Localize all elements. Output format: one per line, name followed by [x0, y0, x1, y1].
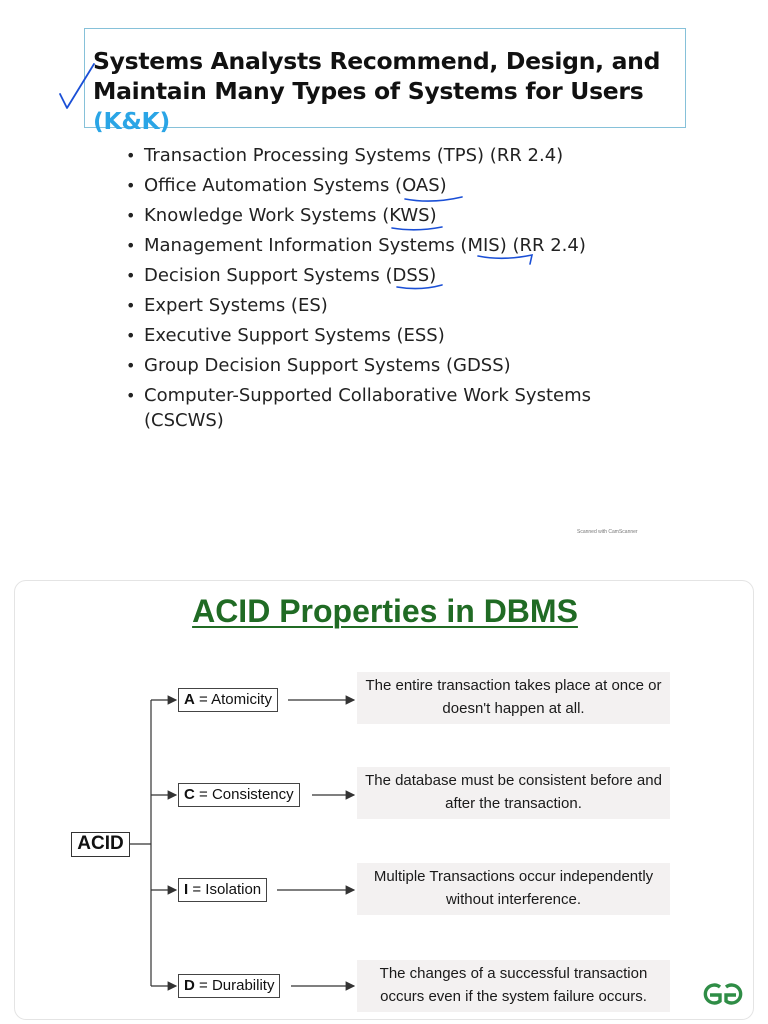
list-item: • Management Information Systems (MIS) (RR 2.4) — [124, 233, 684, 263]
list-item: • Computer-Supported Collaborative Work Systems (CSCWS) — [124, 383, 604, 433]
slide-title-box — [84, 28, 686, 135]
consistency-box — [178, 783, 300, 807]
atomicity-description: The entire transaction takes place at once or doesn't happen at all. — [357, 672, 670, 724]
systems-list — [124, 143, 684, 433]
list-item: • Decision Support Systems (DSS) — [124, 263, 684, 293]
acid-title: ACID Properties in DBMS — [192, 593, 578, 629]
property-letter: C — [184, 786, 195, 803]
consistency-description: The database must be consistent before and after the transaction. — [357, 767, 670, 819]
property-letter: I — [184, 881, 189, 898]
property-name: = Durability — [199, 977, 275, 994]
durability-box — [178, 974, 280, 998]
list-item: • Group Decision Support Systems (GDSS) — [124, 353, 684, 383]
durability-description: The changes of a successful transaction occurs even if the system failure occurs. — [357, 960, 670, 1012]
property-letter: D — [184, 977, 195, 994]
acid-slide — [14, 580, 754, 1020]
list-item: • Transaction Processing Systems (TPS) (RR 2.4) — [124, 143, 684, 173]
atomicity-box — [178, 688, 278, 712]
isolation-description: Multiple Transactions occur independently without interference. — [357, 863, 670, 915]
isolation-box — [178, 878, 267, 902]
handwritten-check-icon — [58, 62, 100, 112]
acid-root-box: ACID — [71, 832, 130, 857]
scanner-watermark: Scanned with CamScanner — [577, 529, 638, 535]
property-letter: A — [184, 691, 195, 708]
list-item: • Expert Systems (ES) — [124, 293, 684, 323]
property-name: = Isolation — [192, 881, 262, 898]
gfg-logo-icon — [698, 977, 748, 1011]
slide-title — [93, 46, 683, 136]
list-item: • Office Automation Systems (OAS) — [124, 173, 684, 203]
property-name: = Atomicity — [199, 691, 272, 708]
list-item: • Executive Support Systems (ESS) — [124, 323, 684, 353]
list-item: • Knowledge Work Systems (KWS) — [124, 203, 684, 233]
slide-title-main: Systems Analysts Recommend, Design, and Maintain Many Types of Systems for Users — [93, 47, 661, 105]
property-name: = Consistency — [199, 786, 294, 803]
slide-title-reference: (K&K) — [93, 107, 170, 135]
